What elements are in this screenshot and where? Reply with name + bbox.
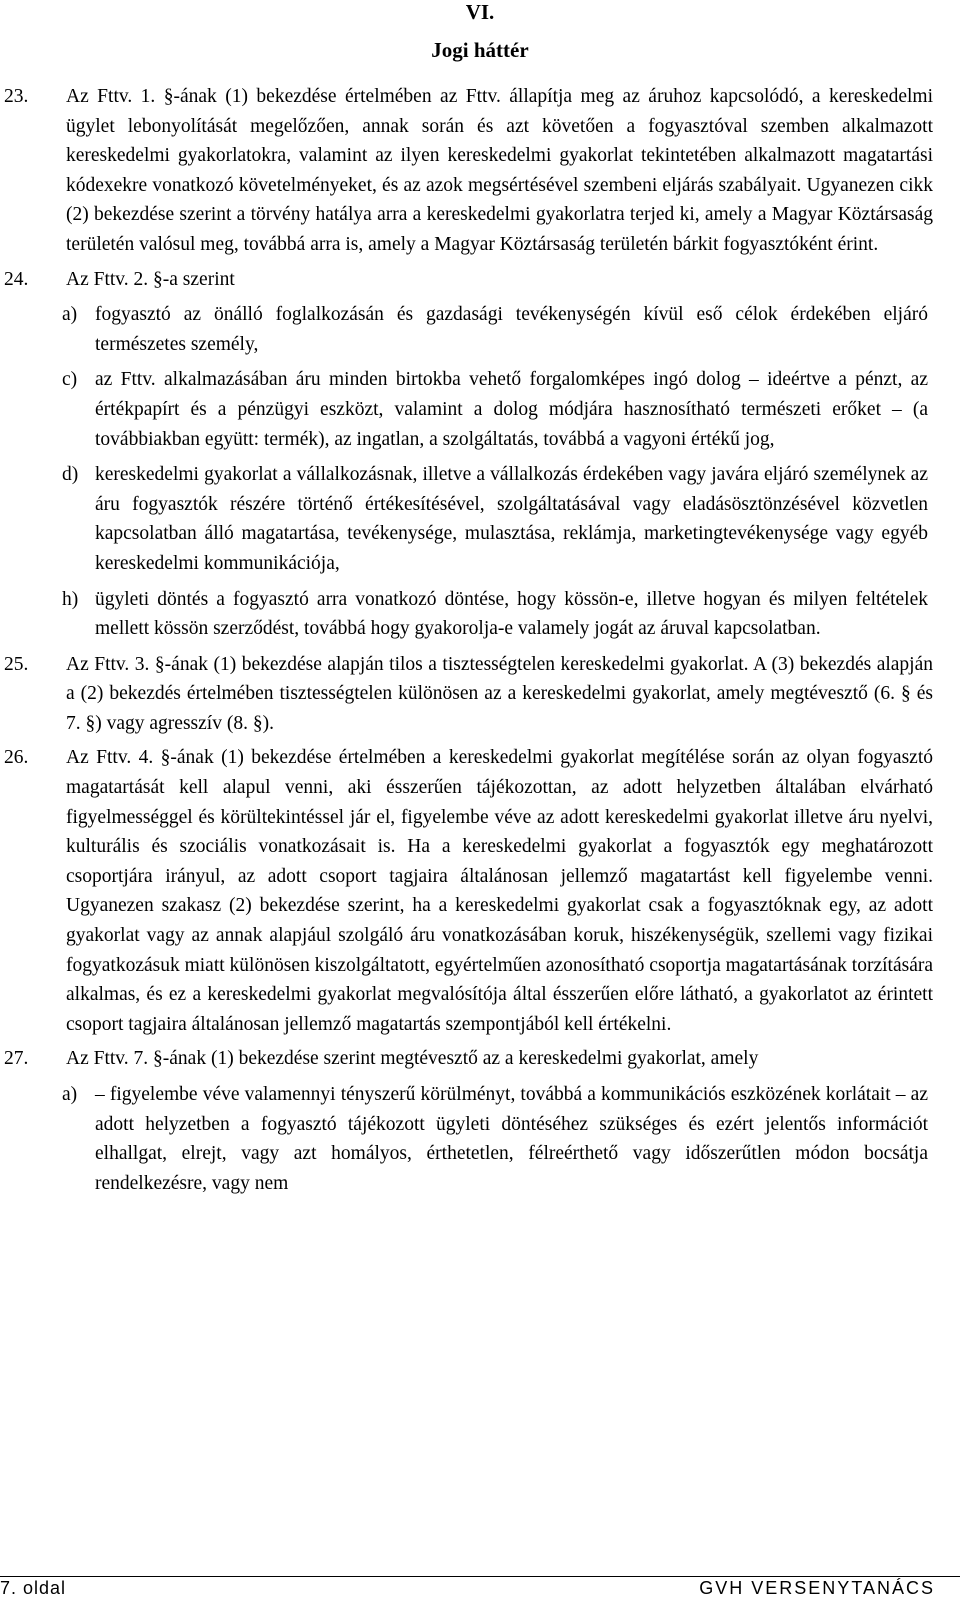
list-item-label: a) xyxy=(62,304,78,326)
paragraph-27 xyxy=(0,1044,960,1074)
paragraph-26 xyxy=(0,743,960,1039)
list-item-label: a) xyxy=(62,1084,78,1105)
list-item xyxy=(62,585,960,644)
chapter-number: VI. xyxy=(465,0,495,24)
paragraph-number: 25. xyxy=(4,653,29,675)
paragraph-number: 26. xyxy=(4,747,29,769)
list-item-text: ügyleti döntés a fogyasztó arra vonatkozó döntése, hogy kössön-e, illetve hogyan és milyen feltételek mellett kössön szerződést, továbbá hogy gyakorolja-e valamely jogát az áruval kapcsolatban. xyxy=(95,588,928,640)
paragraph-text: Az Fttv. 3. §-ának (1) bekezdése alapján tilos a tisztességtelen kereskedelmi gyakorlat. A (3) bekezdés alapján a (2) bekezdés értelmében tisztességtelen különösen az a kereskedelmi gyakorlat, amely megtévesztő (6. § és 7. §) vagy agresszív (8. §). xyxy=(66,653,933,734)
list-item-label: d) xyxy=(62,464,79,486)
section-title: Jogi háttér xyxy=(431,38,529,62)
paragraph-text: Az Fttv. 7. §-ának (1) bekezdése szerint megtévesztő az a kereskedelmi gyakorlat, amely xyxy=(66,1048,759,1070)
list-item xyxy=(62,1080,960,1198)
page-number: 7. oldal xyxy=(0,1578,67,1598)
list-item xyxy=(62,460,960,578)
list-item xyxy=(62,300,960,359)
list-item-text: az Fttv. alkalmazásában áru minden birtokba vehető forgalomképes ingó dolog – ideértve a pénzt, az értékpapírt és a pénzügyi eszközt, valamint a dolog módjára hasznosítható természeti erőket – (a továbbiakban együtt: termék), az ingatlan, a szolgáltatás, továbbá a vagyoni értékű jog, xyxy=(95,369,928,450)
list-item-text: fogyasztó az önálló foglalkozásán és gazdasági tevékenységén kívül eső célok érdekében eljáró természetes személy, xyxy=(95,304,928,355)
footer-divider xyxy=(0,1576,960,1577)
paragraph-text: Az Fttv. 4. §-ának (1) bekezdése értelmében a kereskedelmi gyakorlat megítélése során az olyan fogyasztó magatartását kell alapul venni, aki ésszerűen tájékozottan, az adott helyzetben általában elvárható figyelmességgel és körültekintéssel jár el, figyelembe véve az adott kereskedelmi gyakorlat illetve áru nyelvi, kulturális és szociális vonatkozásait is. Ha a kereskedelmi gyakorlat a fogyasztók egy meghatározott csoportjára irányul, az adott csoport tagjaira általánosan jellemző magatartást kell figyelembe venni. Ugyanezen szakasz (2) bekezdése szerint, ha a kereskedelmi gyakorlat csak a fogyasztóknak egy, az adott gyakorlat vagy az annak alapjául szolgáló áru vonatkozásában koruk, hiszékenységük, szellemi vagy fizikai fogyatkozásuk miatt különösen kiszolgáltatott, egyértelműen azonosítható csoportja magatartásának torzítására alkalmas, és ez a kereskedelmi gyakorlat megvalósítója által ésszerűen előre látható, a gyakorlatot az érintett csoport tagjaira általánosan jellemző magatartás szempontjából kell értékelni. xyxy=(66,747,933,1035)
paragraph-number: 24. xyxy=(4,268,29,290)
paragraph-number: 23. xyxy=(4,86,29,107)
paragraph-24 xyxy=(0,265,960,295)
paragraph-25 xyxy=(0,650,960,739)
paragraph-text: Az Fttv. 1. §-ának (1) bekezdése értelmében az Fttv. állapítja meg az áruhoz kapcsolódó, a kereskedelmi ügylet lebonyolítását megelőzően, annak során és azt követően a fogyasztóval szemben alkalmazott kereskedelmi gyakorlatokra, valamint az ilyen kereskedelmi gyakorlat tekintetében alkalmazott magatartási kódexekre vonatkozó követelményeket, és az azok megsértésével szembeni eljárás szabályait. Ugyanezen cikk (2) bekezdése szerint a törvény hatálya arra a kereskedelmi gyakorlatra terjed ki, amely a Magyar Köztársaság területén valósul meg, továbbá arra is, amely a Magyar Köztársaság területén bárkit fogyasztóként érint. xyxy=(66,86,933,255)
list-item-text: – figyelembe véve valamennyi tényszerű körülményt, továbbá a kommunikációs eszközének korlátait – az adott helyzetben a fogyasztó tájékozott ügyleti döntéséhez szükséges és ezért jelentős információt elhallgat, elrejt, vagy azt homályos, érthetetlen, félreérthető vagy időszerűtlen módon bocsátja rendelkezésre, vagy nem xyxy=(95,1084,928,1194)
document-body xyxy=(0,82,960,1204)
list-item-text: kereskedelmi gyakorlat a vállalkozásnak, illetve a vállalkozás érdekében vagy javára eljáró személynek az áru fogyasztók részére történő értékesítésével, szolgáltatásával vagy eladásösztönzésével közvetlen kapcsolatban álló magatartása, tevékenysége, mulasztása, reklámja, marketingtevékenysége vagy egyéb kereskedelmi kommunikációja, xyxy=(95,464,928,574)
paragraph-text: Az Fttv. 2. §-a szerint xyxy=(66,268,235,290)
list-item-label: c) xyxy=(62,369,78,391)
list-item xyxy=(62,365,960,454)
paragraph-number: 27. xyxy=(4,1048,29,1070)
paragraph-23 xyxy=(0,82,960,260)
organization-name: GVH VERSENYTANÁCS xyxy=(699,1578,935,1598)
list-item-label: h) xyxy=(62,588,79,610)
